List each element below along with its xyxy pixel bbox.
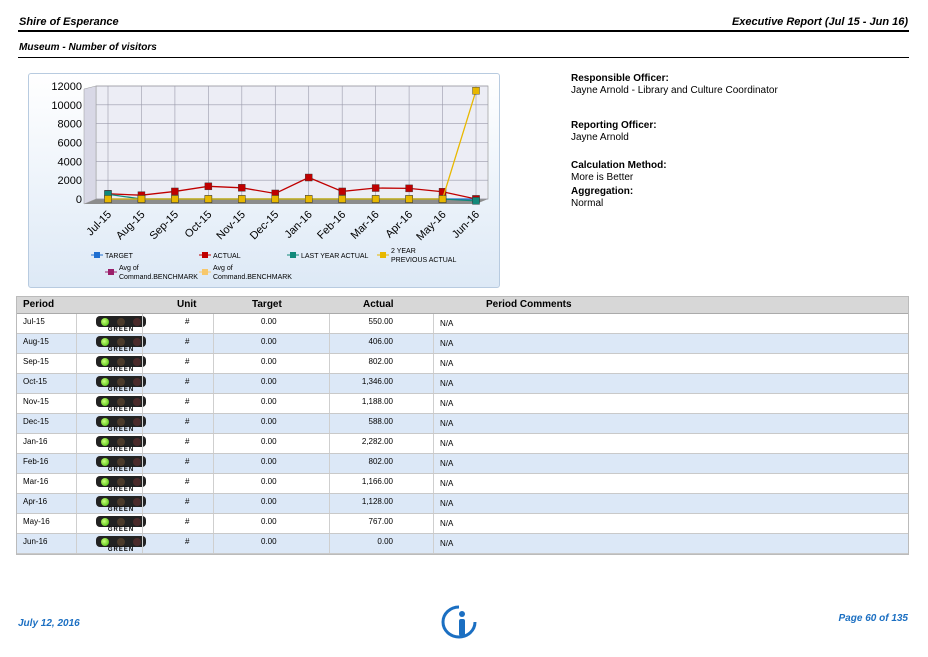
row-actual: 802.00 bbox=[368, 457, 393, 466]
legend-label: 2 YEAR PREVIOUS ACTUAL bbox=[391, 248, 457, 264]
data-point bbox=[238, 196, 245, 203]
table-row bbox=[17, 314, 908, 334]
row-target: 0.00 bbox=[261, 477, 277, 486]
data-point bbox=[372, 185, 379, 192]
column-divider bbox=[329, 474, 330, 493]
row-actual: 1,128.00 bbox=[361, 497, 393, 506]
column-divider bbox=[329, 494, 330, 513]
row-target: 0.00 bbox=[261, 417, 277, 426]
column-divider bbox=[433, 394, 434, 413]
table-row bbox=[17, 374, 908, 394]
row-period: Apr-16 bbox=[23, 497, 48, 506]
header-actual: Actual bbox=[363, 299, 394, 310]
status-traffic-light-icon bbox=[96, 356, 146, 373]
status-traffic-light-icon bbox=[96, 456, 146, 473]
measure-title: Museum - Number of visitors bbox=[19, 42, 157, 53]
x-tick-label: Jul-15 bbox=[84, 208, 115, 239]
row-unit: # bbox=[185, 397, 190, 406]
row-comment: N/A bbox=[440, 319, 454, 328]
status-traffic-light-icon bbox=[96, 496, 146, 513]
visitors-chart bbox=[28, 73, 500, 288]
data-point bbox=[339, 196, 346, 203]
row-unit: # bbox=[185, 537, 190, 546]
x-tick-label: Jan-16 bbox=[282, 208, 315, 241]
column-divider bbox=[433, 454, 434, 473]
column-divider bbox=[213, 354, 214, 373]
column-divider bbox=[213, 414, 214, 433]
table-row bbox=[17, 534, 908, 554]
reporting-officer-label: Reporting Officer: bbox=[571, 120, 657, 131]
status-label: GREEN bbox=[107, 407, 135, 413]
column-divider bbox=[433, 334, 434, 353]
info-logo-icon bbox=[440, 605, 478, 639]
header-divider bbox=[18, 30, 909, 32]
row-period: Feb-16 bbox=[23, 457, 49, 466]
row-target: 0.00 bbox=[261, 437, 277, 446]
row-period: May-16 bbox=[23, 517, 50, 526]
column-divider bbox=[329, 434, 330, 453]
column-divider bbox=[329, 314, 330, 333]
status-label: GREEN bbox=[107, 487, 135, 493]
table-row bbox=[17, 354, 908, 374]
status-label: GREEN bbox=[107, 387, 135, 393]
row-comment: N/A bbox=[440, 479, 454, 488]
row-unit: # bbox=[185, 317, 190, 326]
row-unit: # bbox=[185, 417, 190, 426]
organisation-name: Shire of Esperance bbox=[19, 16, 119, 28]
data-point bbox=[473, 197, 480, 204]
column-divider bbox=[76, 414, 77, 433]
column-divider bbox=[213, 394, 214, 413]
column-divider bbox=[76, 514, 77, 533]
row-period: Jun-16 bbox=[23, 537, 48, 546]
table-row bbox=[17, 474, 908, 494]
x-tick-label: May-16 bbox=[414, 208, 449, 244]
status-traffic-light-icon bbox=[96, 376, 146, 393]
table-header bbox=[17, 297, 908, 314]
y-tick-label: 6000 bbox=[57, 137, 82, 150]
row-comment: N/A bbox=[440, 459, 454, 468]
table-row bbox=[17, 434, 908, 454]
y-tick-label: 12000 bbox=[51, 81, 82, 93]
column-divider bbox=[213, 374, 214, 393]
column-divider bbox=[142, 474, 143, 493]
x-tick-label: Sep-15 bbox=[147, 208, 182, 243]
responsible-officer-block bbox=[571, 73, 778, 96]
row-target: 0.00 bbox=[261, 337, 277, 346]
column-divider bbox=[213, 474, 214, 493]
row-actual: 767.00 bbox=[368, 517, 393, 526]
row-unit: # bbox=[185, 517, 190, 526]
column-divider bbox=[142, 374, 143, 393]
legend-label: Avg of Command.BENCHMARK bbox=[213, 265, 292, 281]
table-row bbox=[17, 454, 908, 474]
x-tick-label: Apr-16 bbox=[383, 208, 416, 241]
row-target: 0.00 bbox=[261, 317, 277, 326]
row-period: Mar-16 bbox=[23, 477, 49, 486]
column-divider bbox=[142, 494, 143, 513]
legend-label: Avg of Command.BENCHMARK bbox=[119, 265, 198, 281]
responsible-officer-value: Jayne Arnold - Library and Culture Coordinator bbox=[571, 85, 778, 96]
row-target: 0.00 bbox=[261, 497, 277, 506]
status-label: GREEN bbox=[107, 327, 135, 333]
header-target: Target bbox=[252, 299, 282, 310]
data-point bbox=[439, 196, 446, 203]
calculation-method-value: More is Better bbox=[571, 172, 634, 183]
column-divider bbox=[329, 414, 330, 433]
data-point bbox=[205, 183, 212, 190]
row-target: 0.00 bbox=[261, 357, 277, 366]
status-label: GREEN bbox=[107, 427, 135, 433]
header-unit: Unit bbox=[177, 299, 197, 310]
column-divider bbox=[142, 454, 143, 473]
row-period: Oct-15 bbox=[23, 377, 48, 386]
responsible-officer-label: Responsible Officer: bbox=[571, 73, 669, 84]
chart-svg bbox=[29, 74, 501, 289]
column-divider bbox=[433, 434, 434, 453]
column-divider bbox=[329, 334, 330, 353]
column-divider bbox=[213, 434, 214, 453]
row-target: 0.00 bbox=[261, 377, 277, 386]
column-divider bbox=[329, 514, 330, 533]
aggregation-value: Normal bbox=[571, 198, 604, 209]
aggregation-label: Aggregation: bbox=[571, 186, 634, 197]
data-point bbox=[272, 196, 279, 203]
column-divider bbox=[213, 494, 214, 513]
column-divider bbox=[76, 454, 77, 473]
data-point bbox=[171, 196, 178, 203]
x-tick-label: Feb-16 bbox=[315, 208, 349, 242]
column-divider bbox=[213, 534, 214, 553]
status-traffic-light-icon bbox=[96, 476, 146, 493]
table-row bbox=[17, 414, 908, 434]
row-actual: 1,188.00 bbox=[361, 397, 393, 406]
legend-marker bbox=[202, 252, 208, 258]
column-divider bbox=[433, 514, 434, 533]
column-divider bbox=[213, 314, 214, 333]
column-divider bbox=[433, 474, 434, 493]
data-point bbox=[305, 174, 312, 181]
row-target: 0.00 bbox=[261, 517, 277, 526]
row-comment: N/A bbox=[440, 359, 454, 368]
y-tick-label: 10000 bbox=[51, 99, 82, 112]
legend-label: TARGET bbox=[105, 253, 133, 260]
row-comment: N/A bbox=[440, 499, 454, 508]
data-point bbox=[372, 196, 379, 203]
x-tick-label: Aug-15 bbox=[113, 208, 148, 243]
status-traffic-light-icon bbox=[96, 316, 146, 333]
reporting-officer-value: Jayne Arnold bbox=[571, 132, 629, 143]
column-divider bbox=[142, 314, 143, 333]
row-actual: 1,166.00 bbox=[361, 477, 393, 486]
row-actual: 550.00 bbox=[368, 317, 393, 326]
row-period: Aug-15 bbox=[23, 337, 49, 346]
row-actual: 588.00 bbox=[368, 417, 393, 426]
subtitle-divider bbox=[18, 57, 909, 58]
report-date: July 12, 2016 bbox=[18, 618, 80, 629]
row-target: 0.00 bbox=[261, 537, 277, 546]
data-point bbox=[238, 184, 245, 191]
column-divider bbox=[433, 494, 434, 513]
column-divider bbox=[142, 434, 143, 453]
status-label: GREEN bbox=[107, 347, 135, 353]
column-divider bbox=[76, 334, 77, 353]
data-point bbox=[473, 87, 480, 94]
row-actual: 802.00 bbox=[368, 357, 393, 366]
legend-marker bbox=[202, 269, 208, 275]
reporting-officer-block bbox=[571, 120, 657, 143]
status-traffic-light-icon bbox=[96, 436, 146, 453]
x-tick-label: Dec-15 bbox=[247, 208, 282, 243]
status-label: GREEN bbox=[107, 547, 135, 553]
row-period: Jan-16 bbox=[23, 437, 48, 446]
row-comment: N/A bbox=[440, 339, 454, 348]
column-divider bbox=[142, 514, 143, 533]
row-unit: # bbox=[185, 437, 190, 446]
header-comments: Period Comments bbox=[486, 299, 572, 310]
legend-label: ACTUAL bbox=[213, 253, 241, 260]
row-unit: # bbox=[185, 497, 190, 506]
legend-marker bbox=[380, 252, 386, 258]
y-tick-label: 0 bbox=[75, 194, 82, 206]
column-divider bbox=[329, 394, 330, 413]
data-point bbox=[406, 196, 413, 203]
header-period: Period bbox=[23, 299, 55, 310]
legend-marker bbox=[290, 252, 296, 258]
x-tick-label: Jun-16 bbox=[449, 208, 483, 241]
table-row bbox=[17, 394, 908, 414]
row-unit: # bbox=[185, 457, 190, 466]
status-traffic-light-icon bbox=[96, 336, 146, 353]
data-point bbox=[406, 185, 413, 192]
calculation-method-block bbox=[571, 160, 667, 183]
status-traffic-light-icon bbox=[96, 396, 146, 413]
column-divider bbox=[433, 354, 434, 373]
y-tick-label: 8000 bbox=[57, 118, 82, 131]
column-divider bbox=[329, 374, 330, 393]
column-divider bbox=[213, 454, 214, 473]
row-actual: 406.00 bbox=[368, 337, 393, 346]
aggregation-block bbox=[571, 186, 633, 209]
status-label: GREEN bbox=[107, 447, 135, 453]
data-point bbox=[305, 196, 312, 203]
column-divider bbox=[142, 394, 143, 413]
row-target: 0.00 bbox=[261, 397, 277, 406]
column-divider bbox=[76, 534, 77, 553]
row-unit: # bbox=[185, 357, 190, 366]
table-row bbox=[17, 334, 908, 354]
column-divider bbox=[213, 334, 214, 353]
row-unit: # bbox=[185, 477, 190, 486]
y-tick-label: 4000 bbox=[57, 156, 82, 169]
column-divider bbox=[76, 374, 77, 393]
calculation-method-label: Calculation Method: bbox=[571, 160, 667, 171]
column-divider bbox=[213, 514, 214, 533]
status-traffic-light-icon bbox=[96, 536, 146, 553]
x-tick-label: Nov-15 bbox=[214, 208, 248, 243]
table-row bbox=[17, 514, 908, 534]
y-tick-label: 2000 bbox=[57, 175, 82, 188]
data-point bbox=[339, 188, 346, 195]
row-unit: # bbox=[185, 377, 190, 386]
table-row bbox=[17, 494, 908, 514]
row-period: Jul-15 bbox=[23, 317, 45, 326]
column-divider bbox=[329, 454, 330, 473]
status-label: GREEN bbox=[107, 367, 135, 373]
column-divider bbox=[433, 414, 434, 433]
column-divider bbox=[142, 334, 143, 353]
table-body bbox=[17, 314, 908, 554]
row-actual: 1,346.00 bbox=[361, 377, 393, 386]
legend-label: LAST YEAR ACTUAL bbox=[301, 253, 369, 260]
status-traffic-light-icon bbox=[96, 416, 146, 433]
status-label: GREEN bbox=[107, 527, 135, 533]
row-actual: 0.00 bbox=[377, 537, 393, 546]
column-divider bbox=[142, 534, 143, 553]
row-actual: 2,282.00 bbox=[361, 437, 393, 446]
data-point bbox=[105, 196, 112, 203]
legend-marker bbox=[94, 252, 100, 258]
column-divider bbox=[76, 394, 77, 413]
row-comment: N/A bbox=[440, 379, 454, 388]
row-comment: N/A bbox=[440, 439, 454, 448]
data-point bbox=[205, 196, 212, 203]
row-comment: N/A bbox=[440, 399, 454, 408]
page-number: Page 60 of 135 bbox=[838, 613, 908, 624]
row-period: Nov-15 bbox=[23, 397, 49, 406]
row-period: Sep-15 bbox=[23, 357, 49, 366]
column-divider bbox=[76, 474, 77, 493]
report-title: Executive Report (Jul 15 - Jun 16) bbox=[731, 16, 908, 28]
data-point bbox=[171, 188, 178, 195]
legend-marker bbox=[108, 269, 114, 275]
row-target: 0.00 bbox=[261, 457, 277, 466]
column-divider bbox=[142, 414, 143, 433]
column-divider bbox=[76, 314, 77, 333]
period-table bbox=[16, 296, 909, 555]
data-point bbox=[138, 196, 145, 203]
column-divider bbox=[433, 314, 434, 333]
column-divider bbox=[76, 354, 77, 373]
column-divider bbox=[433, 374, 434, 393]
column-divider bbox=[329, 534, 330, 553]
plot-side-wall bbox=[84, 86, 96, 204]
column-divider bbox=[142, 354, 143, 373]
x-tick-label: Oct-15 bbox=[182, 208, 215, 241]
column-divider bbox=[433, 534, 434, 553]
row-unit: # bbox=[185, 337, 190, 346]
column-divider bbox=[76, 494, 77, 513]
x-tick-label: Mar-16 bbox=[348, 208, 382, 242]
status-traffic-light-icon bbox=[96, 516, 146, 533]
column-divider bbox=[329, 354, 330, 373]
row-comment: N/A bbox=[440, 419, 454, 428]
column-divider bbox=[76, 434, 77, 453]
status-label: GREEN bbox=[107, 507, 135, 513]
status-label: GREEN bbox=[107, 467, 135, 473]
row-comment: N/A bbox=[440, 539, 454, 548]
row-period: Dec-15 bbox=[23, 417, 49, 426]
row-comment: N/A bbox=[440, 519, 454, 528]
